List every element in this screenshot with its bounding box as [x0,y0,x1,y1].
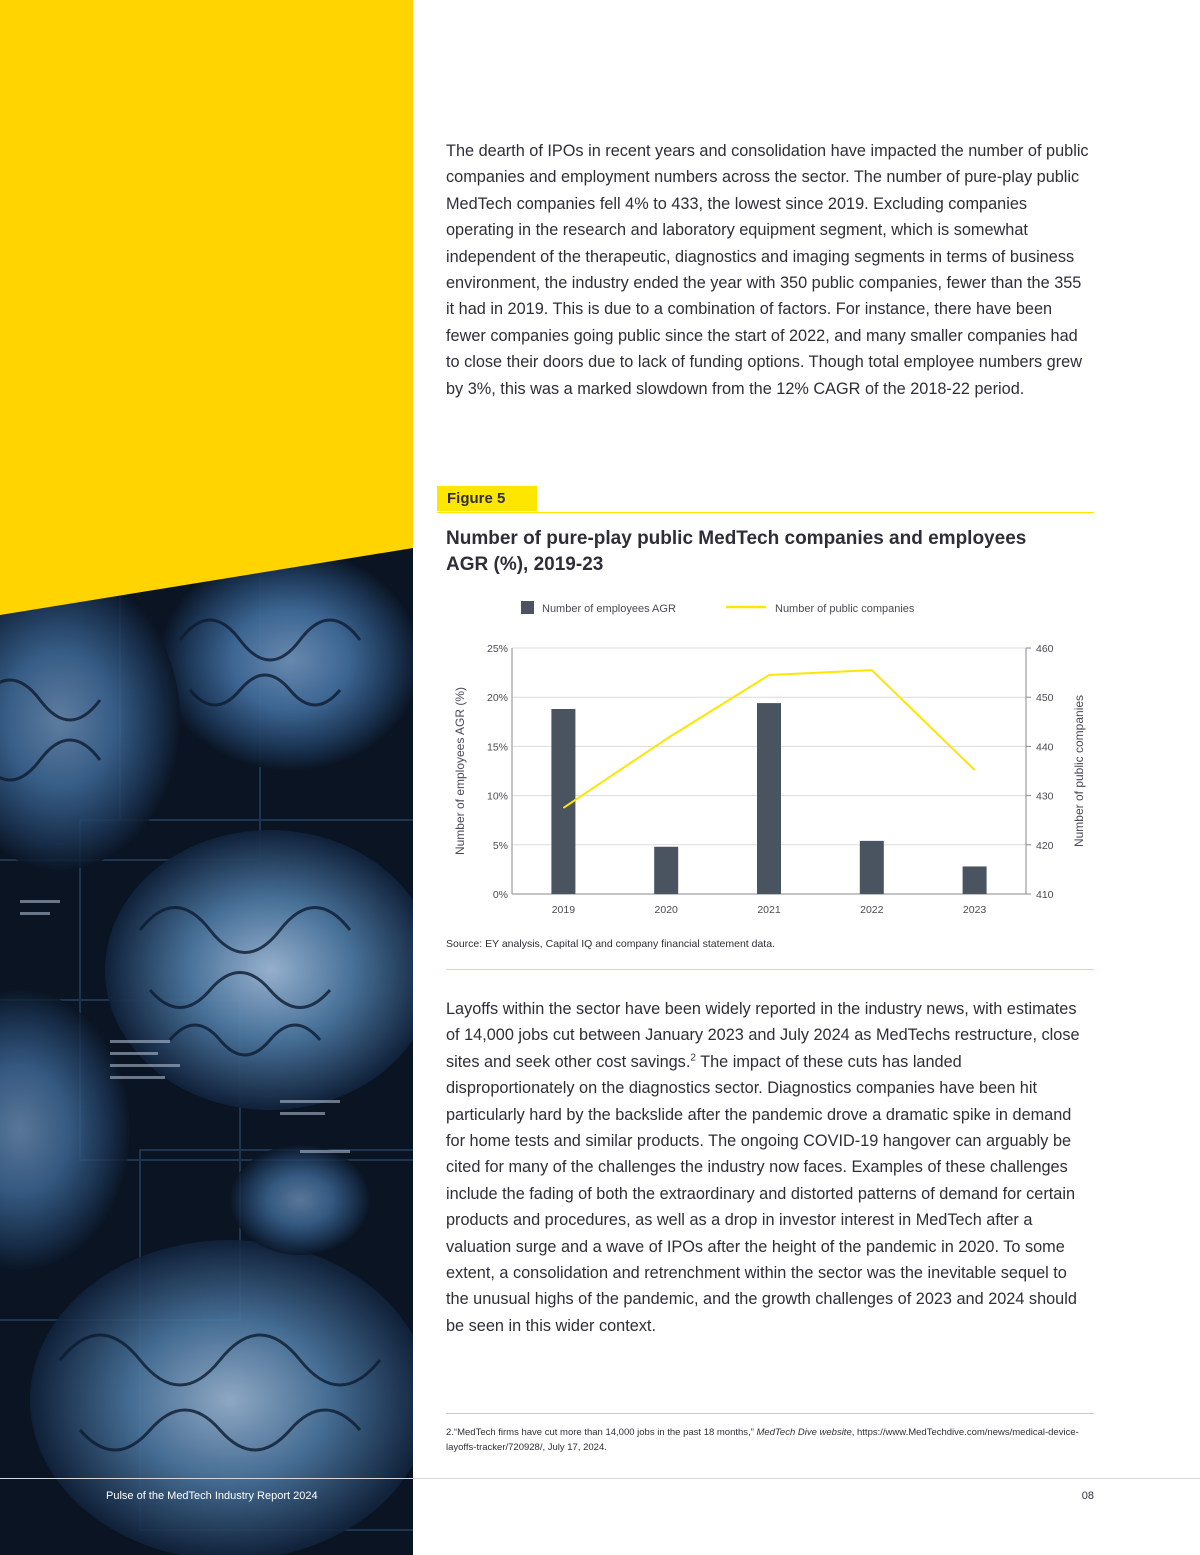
y-right-tick-label: 420 [1036,839,1054,852]
bar-employees-agr-2022 [860,841,884,894]
y-left-tick-label: 20% [486,692,508,705]
chart-source: Source: EY analysis, Capital IQ and company financial statement data. [446,938,775,950]
y-right-tick-label: 410 [1036,889,1054,901]
bar-employees-agr-2023 [963,866,987,894]
combo-chart [446,592,1094,922]
legend-swatch-employees [521,601,534,614]
left-image-panel [0,0,413,1555]
footnote-publication: MedTech Dive website [756,1427,852,1438]
y-right-tick-label: 460 [1036,643,1054,655]
y-left-tick-label: 15% [486,741,508,754]
x-tick-label: 2023 [962,904,987,916]
footer-report-title: Pulse of the MedTech Industry Report 2024 [106,1490,318,1502]
footnote-rule [446,1413,1094,1414]
figure-bottom-rule [446,969,1094,970]
layoffs-text-main: Layoffs within the sector have been widely reported in the industry news, with estimates of 14,000 jobs cut between January 2023 and July 2024 as MedTechs restructure, close sites and seek other cost savings. [446,1000,1080,1071]
figure-label-row [437,486,1094,513]
footer-rule [0,1478,1200,1479]
legend-label-companies: Number of public companies [775,603,915,615]
y-right-axis-title: Number of public companies [1072,694,1086,848]
page-number: 08 [1081,1490,1094,1502]
footnote-ref: 2 [690,1052,696,1064]
x-tick-label: 2021 [757,904,781,916]
footnote [446,1425,1094,1455]
chart-title: Number of pure-play public MedTech companies and employees AGR (%), 2019-23 [446,528,1027,575]
bar-employees-agr-2021 [757,703,781,894]
layoffs-text-rest: The impact of these cuts has landed disproportionately on the diagnostics sector. Diagnostics companies have been hit particularly hard by the backslide after the pandemic drove a dramatic spike in demand for home tests and similar products. The ongoing COVID-19 hangover can arguably be cited for many of the challenges the industry now faces. Examples of these challenges include the fading of both the extraordinary and distorted patterns of demand for certain products and procedures, as well as a drop in investor interest in MedTech after a valuation surge and a wave of IPOs after the height of the pandemic in 2020. To some extent, a consolidation and retrenchment within the sector was the inevitable sequel to the unusual highs of the pandemic, and the growth challenges of 2023 and 2024 should be seen in this wider context. [446,1052,1077,1335]
y-left-axis-title: Number of employees AGR (%) [453,686,467,856]
brain-scan-image [0,0,413,1555]
y-right-tick-label: 430 [1036,790,1054,803]
legend-label-employees: Number of employees AGR [542,603,676,615]
y-left-tick-label: 25% [486,643,508,655]
y-left-tick-label: 5% [492,839,508,852]
bar-employees-agr-2020 [654,847,678,894]
y-left-tick-label: 0% [492,889,508,901]
x-tick-label: 2022 [860,904,884,916]
y-right-tick-label: 450 [1036,692,1054,705]
y-right-tick-label: 440 [1036,741,1054,754]
footnote-prefix: 2.“MedTech firms have cut more than 14,000 jobs in the past 18 months,” [446,1427,757,1438]
footnote-suffix: , https://www.MedTechdive.com/news/medical-device-layoffs-tracker/720928/, July 17, 2024. [446,1427,1079,1453]
y-left-tick-label: 10% [486,790,508,803]
x-tick-label: 2020 [654,904,678,916]
intro-paragraph: The dearth of IPOs in recent years and consolidation have impacted the number of public companies and employment numbers across the sector. The number of pure-play public MedTech companies fell 4% to 433, the lowest since 2019. Excluding companies operating in the research and laboratory equipment segment, which is somewhat independent of the therapeutic, diagnostics and imaging segments in terms of business environment, the industry ended the year with 350 public companies, fewer than the 355 it had in 2019. This is due to a combination of factors. For instance, there have been fewer companies going public since the start of 2022, and many smaller companies had to close their doors due to lack of funding options. Though total employee numbers grew by 3%, this was a marked slowdown from the 12% CAGR of the 2018-22 period. [446,142,1089,398]
figure-label: Figure 5 [437,486,537,511]
layoffs-paragraph [446,996,1094,1339]
x-tick-label: 2019 [551,904,576,916]
